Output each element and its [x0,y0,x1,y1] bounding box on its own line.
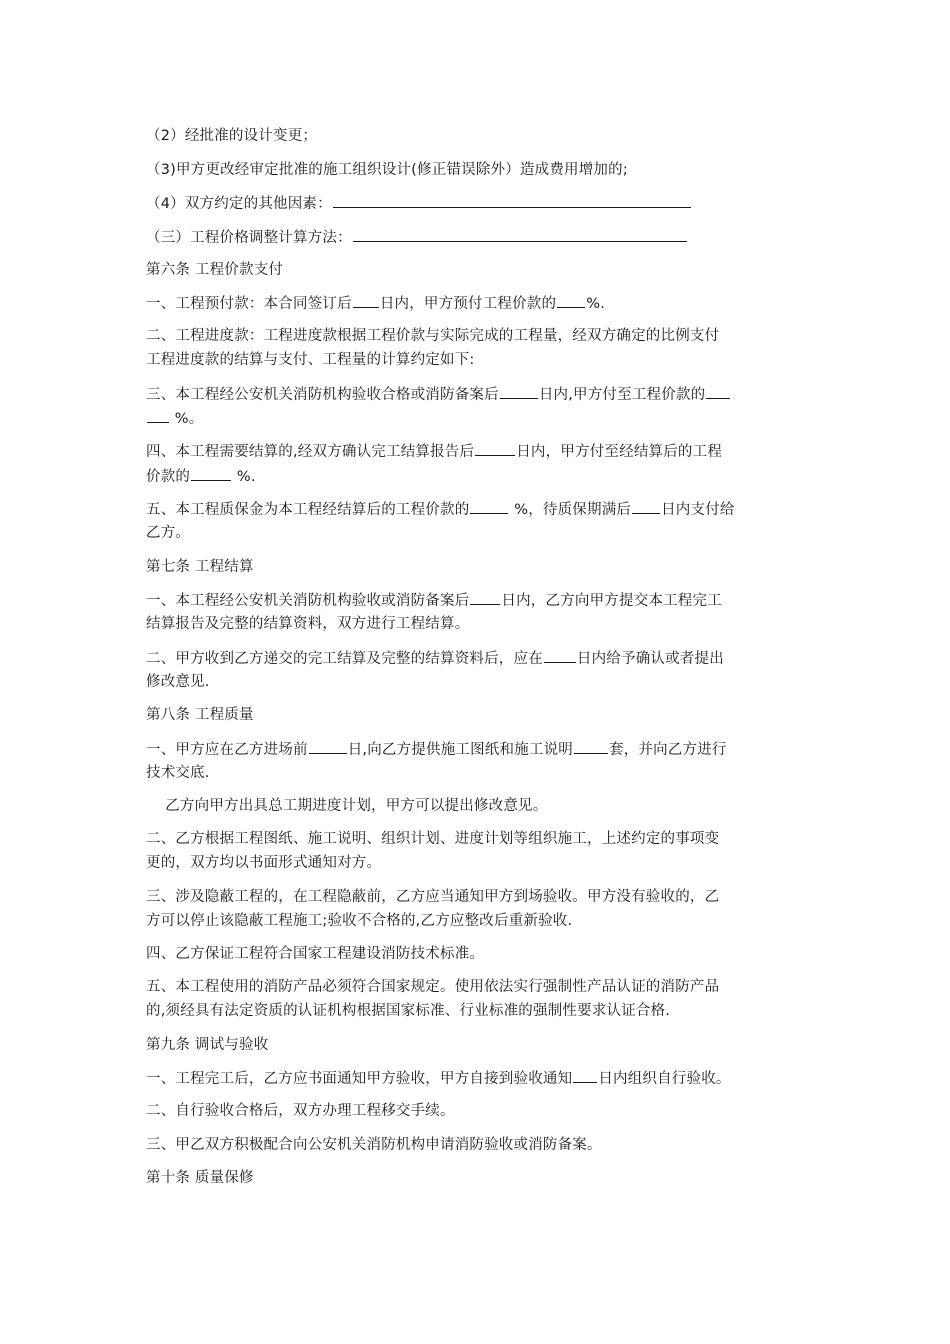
blank-field [544,648,576,663]
blank-field [632,499,660,514]
clause-line: 二、工程进度款：工程进度款根据工程价款与实际完成的工程量，经双方确定的比例支付 [146,328,720,344]
clause-line: （2）经批准的设计变更； [146,128,318,144]
clause-line: 乙方向甲方出具总工期进度计划，甲方可以提出修改意见。 [146,798,548,814]
blank-field [574,739,608,754]
article-heading: 第六条 工程价款支付 [146,262,284,278]
clause-line: 二、甲方收到乙方递交的完工结算及完整的结算资料后，应在 日内给予确认或者提出 [146,648,810,669]
article-heading: 第七条 工程结算 [146,559,254,575]
clause-line: 四、乙方保证工程符合国家工程建设消防技术标准。 [146,946,485,962]
clause-line: 工程进度款的结算与支付、工程量的计算约定如下: [146,352,475,368]
clause-line: 三、甲乙双方积极配合向公安机关消防机构申请消防验收或消防备案。 [146,1137,602,1153]
clause-line: 一、甲方应在乙方进场前 日,向乙方提供施工图纸和施工说明 套，并向乙方进行 [146,739,810,760]
blank-field [500,384,538,399]
blank-field [353,293,379,308]
blank-field [475,441,515,456]
clause-line: 更的，双方均以书面形式通知对方。 [146,855,382,871]
clause-line: 修改意见. [146,674,210,690]
blank-field [706,384,730,399]
blank-field [573,1068,597,1083]
clause-line: 五、本工程质保金为本工程经结算后的工程价款的 %，待质保期满后 日内支付给 [146,499,810,520]
clause-line: 一、工程预付款：本合同签订后 日内，甲方预付工程价款的 %. [146,293,810,314]
article-heading: 第八条 工程质量 [146,707,254,723]
blank-field [470,499,508,514]
blank-field [147,408,169,423]
clause-line: 技术交底. [146,765,210,781]
clause-line: 乙方。 [146,525,191,541]
clause-line: （4）双方约定的其他因素： [146,193,810,214]
blank-field [470,590,500,605]
blank-field [557,293,585,308]
clause-line: （3)甲方更改经审定批准的施工组织设计(修正错误除外）造成费用增加的; [146,162,628,178]
blank-field [333,193,691,208]
blank-field [309,739,347,754]
clause-line: %。 [146,408,810,429]
clause-line: 三、本工程经公安机关消防机构验收合格或消防备案后 日内,甲方付至工程价款的 [146,384,810,405]
blank-field [353,227,687,242]
clause-line: 的,须经具有法定资质的认证机构根据国家标准、行业标准的强制性要求认证合格. [146,1003,671,1019]
clause-line: 四、本工程需要结算的,经双方确认完工结算报告后 日内，甲方付至经结算后的工程 [146,441,810,462]
clause-line: 五、本工程使用的消防产品必须符合国家规定。使用依法实行强制性产品认证的消防产品 [146,979,720,995]
clause-line: 三、涉及隐蔽工程的，在工程隐蔽前，乙方应当通知甲方到场验收。甲方没有验收的，乙 [146,889,720,905]
clause-line: （三）工程价格调整计算方法： [146,227,810,248]
clause-line: 方可以停止该隐蔽工程施工;验收不合格的,乙方应整改后重新验收. [146,913,573,929]
clause-line: 二、乙方根据工程图纸、施工说明、组织计划、进度计划等组织施工，上述约定的事项变 [146,831,720,847]
article-heading: 第十条 质量保修 [146,1170,254,1186]
blank-field [191,466,231,481]
clause-line: 一、本工程经公安机关消防机构验收或消防备案后 日内，乙方向甲方提交本工程完工 [146,590,810,611]
clause-line: 一、工程完工后，乙方应书面通知甲方验收，甲方自接到验收通知 日内组织自行验收。 [146,1068,810,1089]
clause-line: 二、自行验收合格后，双方办理工程移交手续。 [146,1103,455,1119]
clause-line: 价款的 %. [146,466,810,487]
clause-line: 结算报告及完整的结算资料，双方进行工程结算。 [146,616,470,632]
article-heading: 第九条 调试与验收 [146,1037,269,1053]
